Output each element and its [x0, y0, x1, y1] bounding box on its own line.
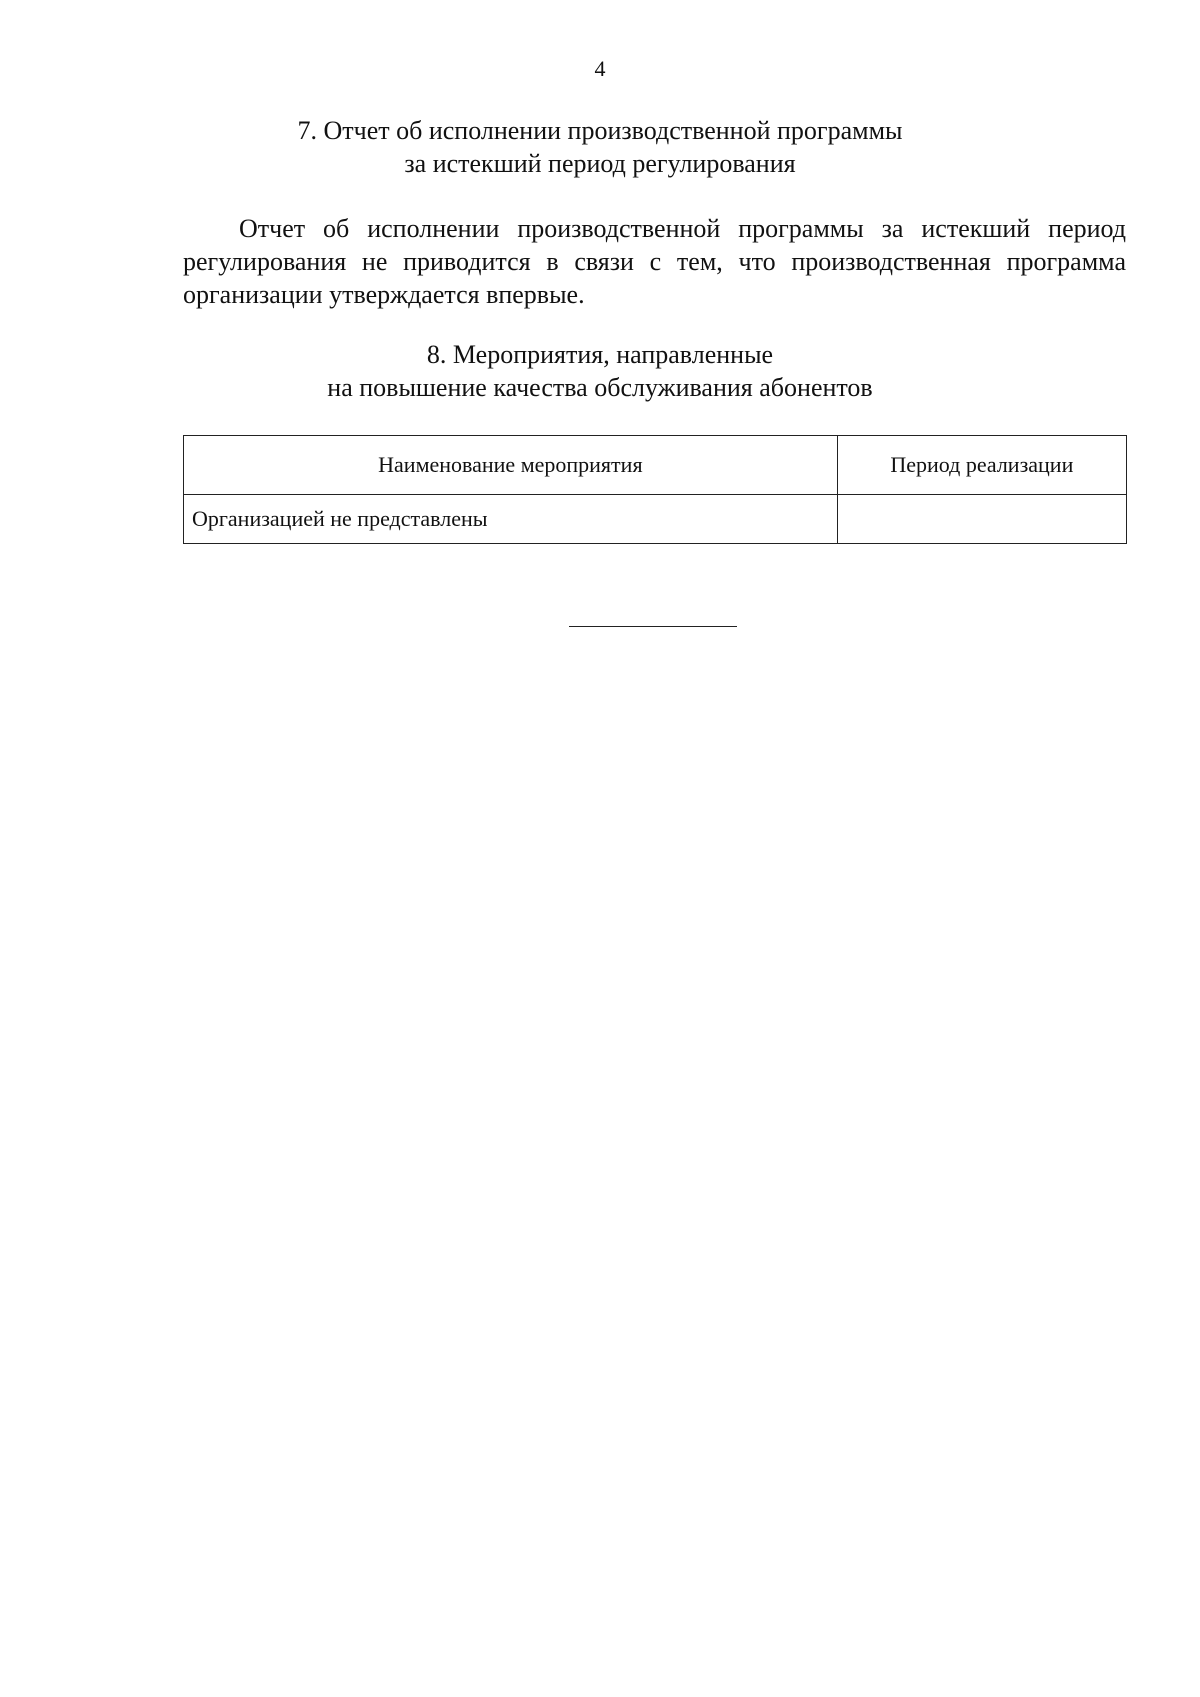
measures-table [183, 435, 1127, 544]
section-8-heading-line-1: 8. Мероприятия, направленные [426, 340, 774, 369]
table-cell-implementation-period [837, 495, 1126, 544]
section-7-heading-line-2: за истекший период регулирования [404, 149, 796, 178]
table-cell-measure-name: Организацией не представлены [184, 495, 838, 544]
page-number: 4 [594, 56, 606, 81]
column-header-implementation-period: Период реализации [837, 436, 1126, 495]
end-of-document-rule [569, 626, 737, 627]
column-header-measure-name: Наименование мероприятия [184, 436, 838, 495]
table-header-row [184, 436, 1127, 495]
section-8-heading [0, 338, 1200, 404]
table-row [184, 495, 1127, 544]
section-7-heading-line-1: 7. Отчет об исполнении производственной программы [297, 116, 903, 145]
section-8-heading-line-2: на повышение качества обслуживания абонентов [327, 373, 873, 402]
section-7-heading [0, 114, 1200, 180]
section-7-paragraph: Отчет об исполнении производственной программы за истекший период регулирования не приводится в связи с тем, что производственная программа организации утверждается впервые. [183, 214, 1126, 309]
